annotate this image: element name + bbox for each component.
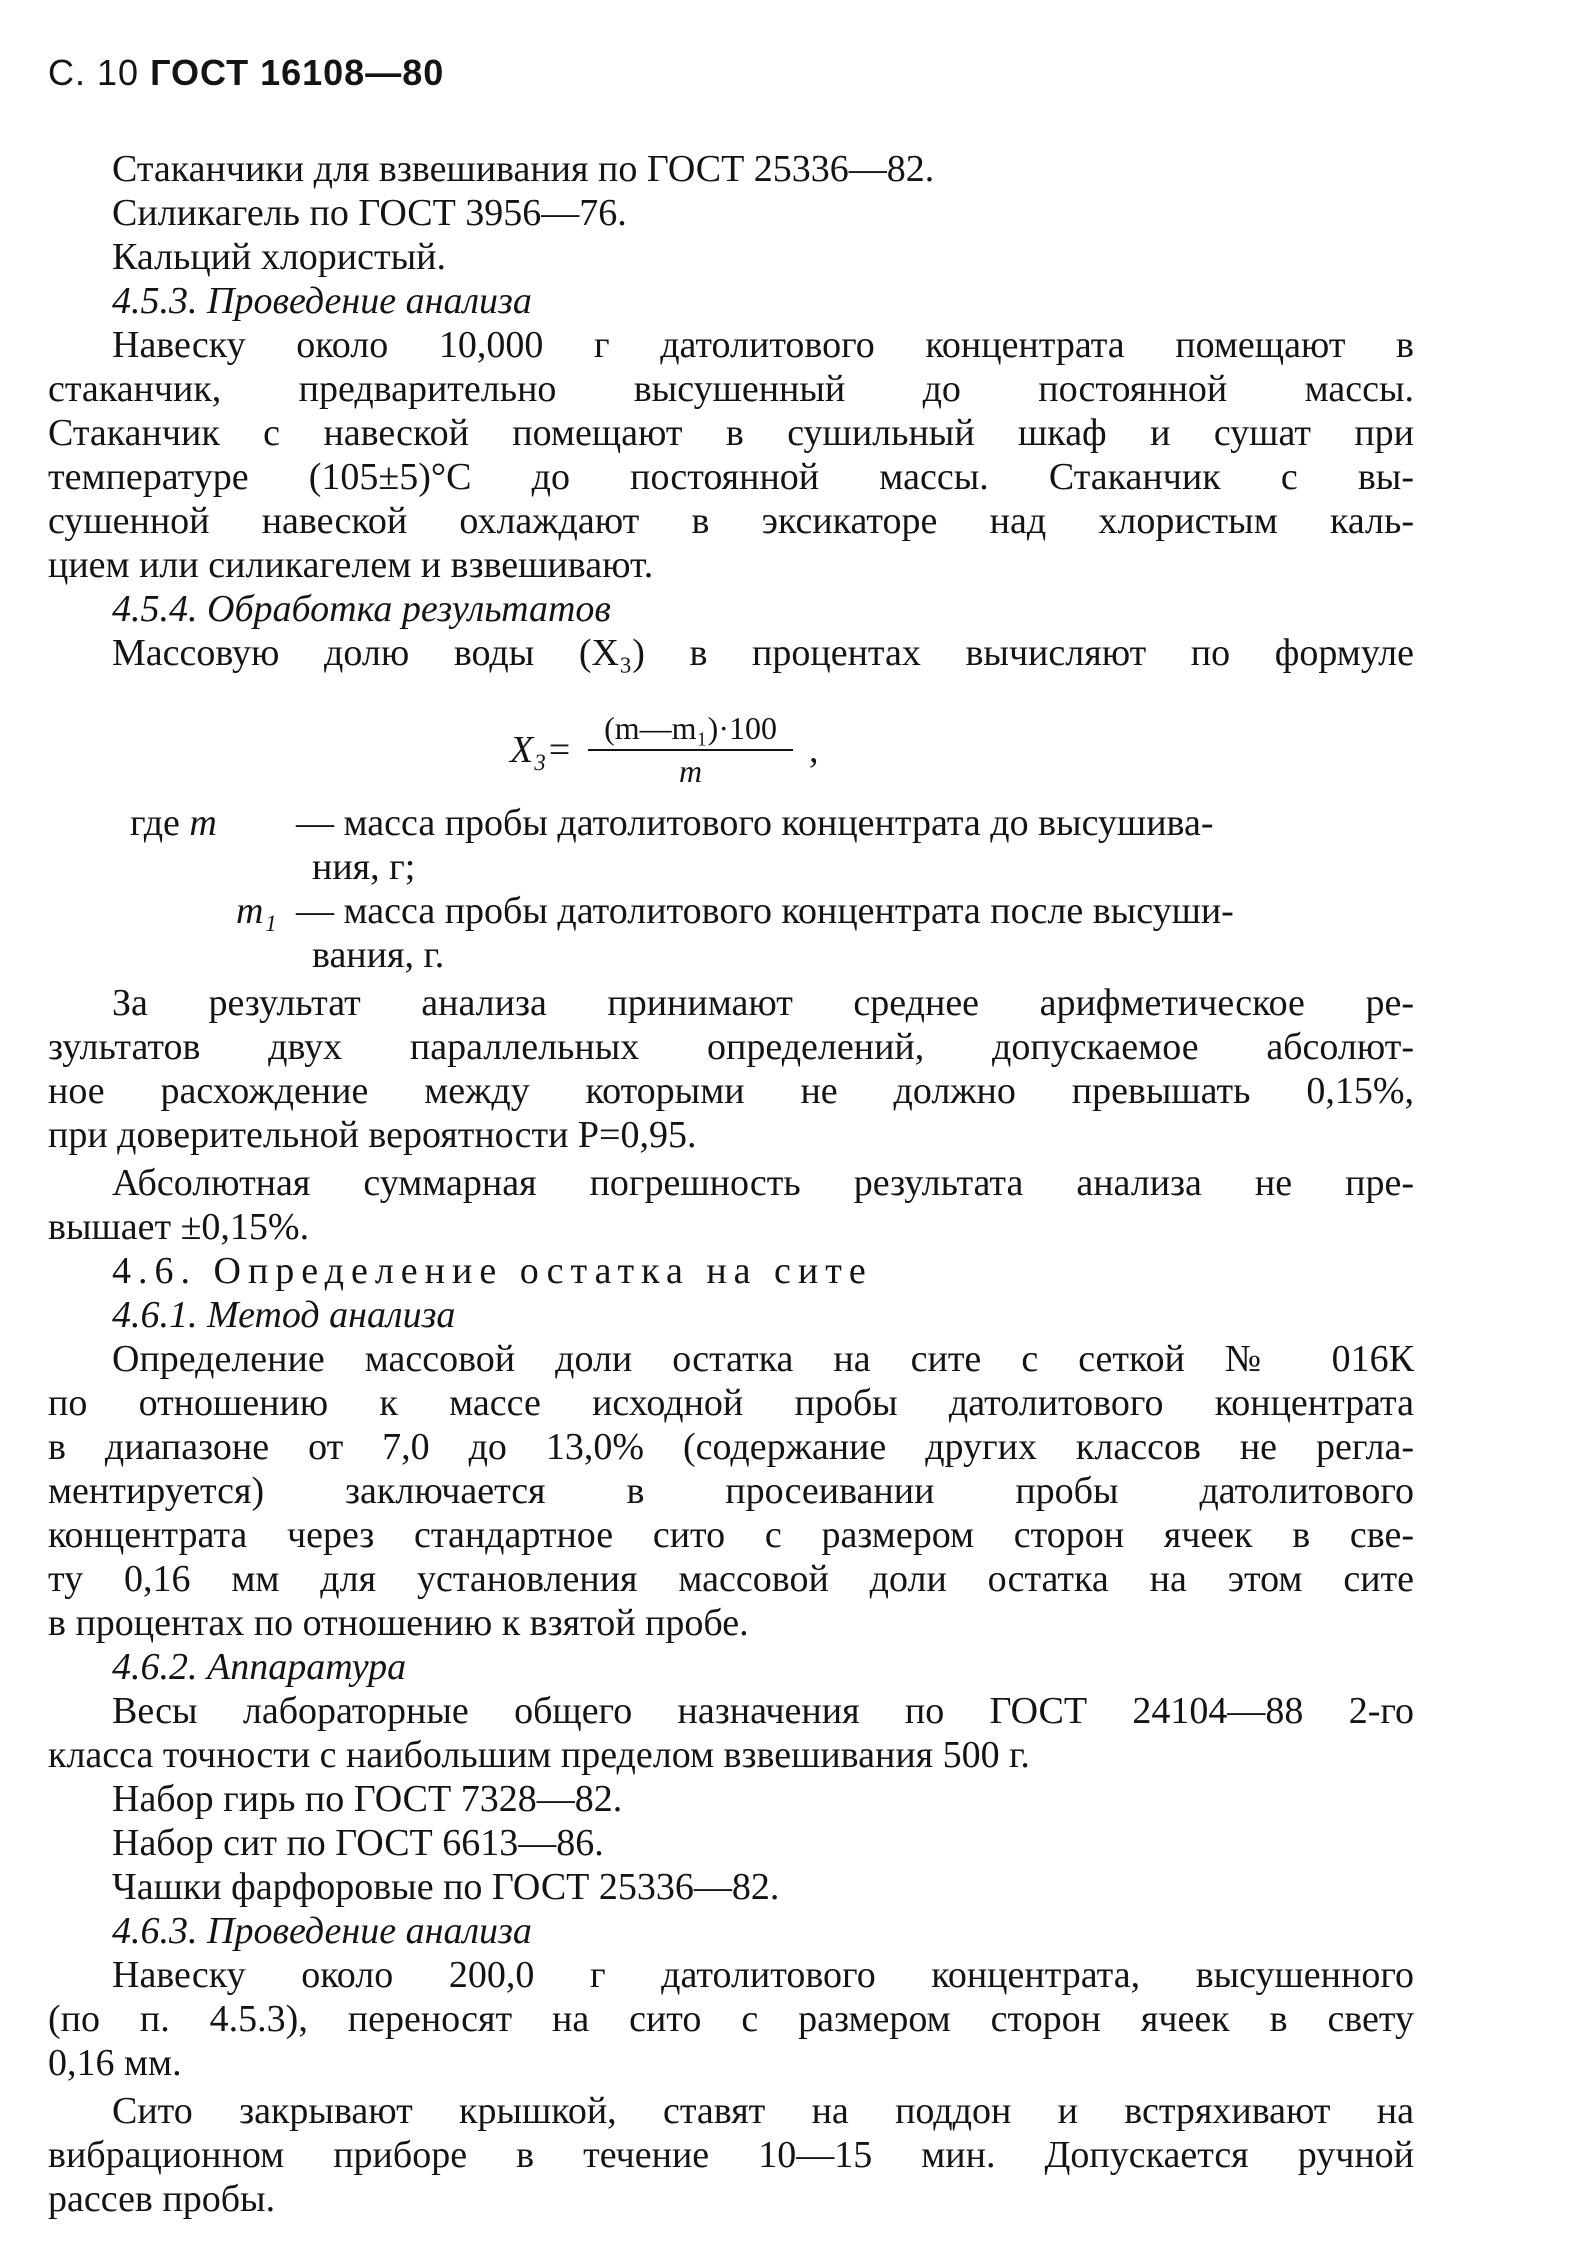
text-line: сушенной навеской охлаждают в эксикаторе над хлористым каль- xyxy=(48,500,1414,542)
text-line: ментируется) заключается в просеивании пробы датолитового xyxy=(48,1470,1414,1512)
text-line: рассев пробы. xyxy=(48,2178,276,2220)
text-line: класса точности с наибольшим пределом взвешивания 500 г. xyxy=(48,1734,1030,1776)
text-line: Кальций хлористый. xyxy=(112,236,446,278)
page-header xyxy=(48,52,444,94)
text-line: стаканчик, предварительно высушенный до постоянной массы. xyxy=(48,368,1414,410)
page-number: С. 10 xyxy=(48,52,140,93)
text-line: Сито закрывают крышкой, ставят на поддон и встряхивают на xyxy=(112,2090,1414,2132)
text-line: 0,16 мм. xyxy=(48,2042,182,2084)
formula-fraction xyxy=(588,710,793,790)
text-line: Силикагель по ГОСТ 3956—76. xyxy=(112,192,627,234)
section-heading: 4.5.3. Проведение анализа xyxy=(112,280,532,322)
text-line: ное расхождение между которыми не должно превышать 0,15%, xyxy=(48,1070,1414,1112)
where-gde xyxy=(130,800,217,846)
text-line: по отношению к массе исходной пробы датолитового концентрата xyxy=(48,1382,1414,1424)
text-line: вибрационном приборе в течение 10—15 мин. Допускается ручной xyxy=(48,2134,1414,2176)
text-line: концентрата через стандартное сито с размером сторон ячеек в све- xyxy=(48,1514,1414,1556)
where-symbol-m: m xyxy=(189,802,217,844)
formula-denominator: m xyxy=(678,753,703,789)
section-heading: 4.6.2. Аппаратура xyxy=(112,1646,407,1688)
formula-numerator: (m—m₁)·100 xyxy=(588,710,793,751)
text-line: вышает ±0,15%. xyxy=(48,1206,310,1248)
formula-comma: , xyxy=(808,729,819,771)
section-heading: 4.6. Определение остатка на сите xyxy=(112,1250,873,1292)
where-desc-m1: — масса пробы датолитового концентрата после высуши- xyxy=(296,890,1234,932)
where-symbol-m1: m₁ xyxy=(236,890,277,932)
section-heading: 4.6.1. Метод анализа xyxy=(112,1294,456,1336)
text-line: зультатов двух параллельных определений, допускаемое абсолют- xyxy=(48,1026,1414,1068)
text-line: Массовую долю воды (X₃) в процентах вычисляют по формуле xyxy=(112,632,1414,674)
standard-code: ГОСТ 16108—80 xyxy=(150,52,445,93)
section-heading: 4.6.3. Проведение анализа xyxy=(112,1910,532,1952)
section-heading: 4.5.4. Обработка результатов xyxy=(112,588,611,630)
text-line: (по п. 4.5.3), переносят на сито с размером сторон ячеек в свету xyxy=(48,1998,1414,2040)
text-line: Стаканчики для взвешивания по ГОСТ 25336—82. xyxy=(112,148,935,190)
text-line: Набор гирь по ГОСТ 7328—82. xyxy=(112,1778,623,1820)
text-line: Определение массовой доли остатка на сите с сеткой № 016К xyxy=(112,1338,1414,1380)
text-line: температуре (105±5)°С до постоянной массы. Стаканчик с вы- xyxy=(48,456,1414,498)
text-line: в диапазоне от 7,0 до 13,0% (содержание других классов не регла- xyxy=(48,1426,1414,1468)
formula-lhs: X₃= xyxy=(510,729,573,771)
text-line: Навеску около 10,000 г датолитового концентрата помещают в xyxy=(112,324,1414,366)
text-line: Чашки фарфоровые по ГОСТ 25336—82. xyxy=(112,1866,780,1908)
text-line: Абсолютная суммарная погрешность результата анализа не пре- xyxy=(112,1162,1414,1204)
text-line: в процентах по отношению к взятой пробе. xyxy=(48,1602,749,1644)
text-line: ту 0,16 мм для установления массовой доли остатка на этом сите xyxy=(48,1558,1414,1600)
text-line: Стаканчик с навеской помещают в сушильный шкаф и сушат при xyxy=(48,412,1414,454)
where-desc-m-cont: ния, г; xyxy=(312,846,416,888)
text-line: Весы лабораторные общего назначения по ГОСТ 24104—88 2-го xyxy=(112,1690,1414,1732)
where-word: где xyxy=(130,802,180,844)
text-line: при доверительной вероятности P=0,95. xyxy=(48,1114,697,1156)
where-desc-m: — масса пробы датолитового концентрата до высушива- xyxy=(296,802,1214,844)
text-line: Набор сит по ГОСТ 6613—86. xyxy=(112,1822,604,1864)
text-line: цием или силикагелем и взвешивают. xyxy=(48,544,654,586)
where-desc-m1-cont: вания, г. xyxy=(312,934,445,976)
text-line: Навеску около 200,0 г датолитового концентрата, высушенного xyxy=(112,1954,1414,1996)
formula xyxy=(510,690,818,810)
text-line: За результат анализа принимают среднее арифметическое ре- xyxy=(112,982,1414,1024)
